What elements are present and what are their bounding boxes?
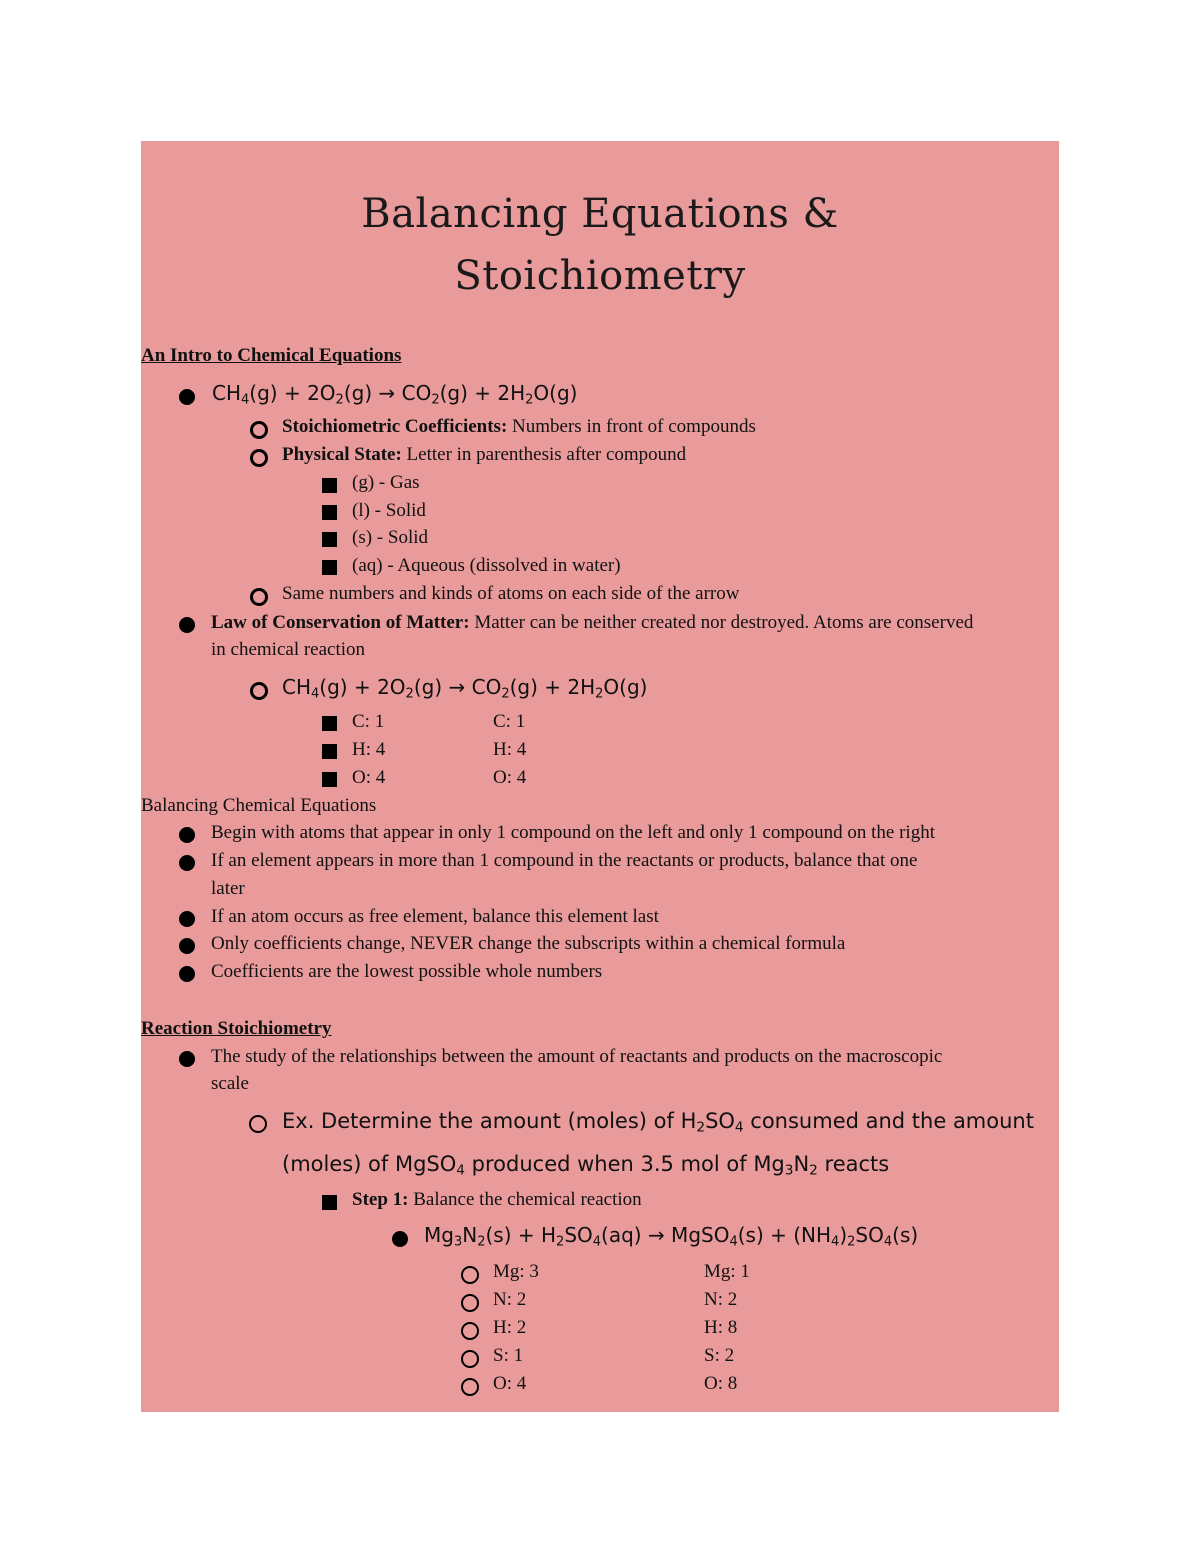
bullet-icon bbox=[179, 855, 195, 871]
product-count-s: S: 2 bbox=[704, 1345, 735, 1366]
square-bullet-icon bbox=[322, 560, 337, 575]
ring-bullet-icon bbox=[461, 1322, 479, 1340]
square-bullet-icon bbox=[322, 478, 337, 493]
bullet-icon bbox=[179, 938, 195, 954]
product-count-mg: Mg: 1 bbox=[704, 1261, 750, 1282]
rule-3: If an atom occurs as free element, balance this element last bbox=[211, 906, 659, 927]
count-right-c: C: 1 bbox=[493, 711, 526, 732]
equation-methane: $CH_4(g) + 2O_2(g) \to CO_2(g) + 2H_2O(g)$ bbox=[212, 381, 578, 408]
count-right-h: H: 4 bbox=[493, 739, 527, 760]
title-line-1: Balancing Equations & bbox=[361, 191, 839, 237]
square-bullet-icon bbox=[322, 1195, 337, 1210]
ring-bullet-icon bbox=[250, 421, 268, 439]
square-bullet-icon bbox=[322, 532, 337, 547]
note-page bbox=[141, 141, 1059, 1412]
title-line-2: Stoichiometry bbox=[454, 253, 746, 299]
bullet-icon bbox=[179, 911, 195, 927]
square-bullet-icon bbox=[322, 744, 337, 759]
state-solid: (s) - Solid bbox=[352, 527, 428, 548]
ring-bullet-icon bbox=[250, 588, 268, 606]
count-left-h: H: 4 bbox=[352, 739, 386, 760]
ring-bullet-icon bbox=[461, 1266, 479, 1284]
ring-bullet-icon bbox=[250, 682, 268, 700]
equation-methane-repeat: $CH_4(g) + 2O_2(g) \to CO_2(g) + 2H_2O(g)$ bbox=[282, 675, 648, 702]
example-line-2: (moles) of MgSO$_4$ produced when 3.5 mol of $Mg_3N_2$ reacts bbox=[282, 1152, 890, 1179]
count-right-o: O: 4 bbox=[493, 767, 527, 788]
bullet-icon bbox=[179, 966, 195, 982]
product-count-h: H: 8 bbox=[704, 1317, 738, 1338]
rule-1: Begin with atoms that appear in only 1 compound on the left and only 1 compound on the right bbox=[211, 822, 935, 843]
product-count-o: O: 8 bbox=[704, 1373, 738, 1394]
law-conservation: Law of Conservation of Matter: Matter can be neither created nor destroyed. Atoms are conserved bbox=[211, 612, 974, 633]
physical-state-note: Physical State: Letter in parenthesis after compound bbox=[282, 444, 687, 465]
state-gas: (g) - Gas bbox=[352, 472, 420, 493]
equation-magnesium-nitride: $Mg_3N_2(s) + H_2SO_4(aq)$ → MgSO$_4$(s) + $(NH_4)_2SO_4(s)$ bbox=[424, 1223, 919, 1250]
same-atoms-note: Same numbers and kinds of atoms on each side of the arrow bbox=[282, 583, 740, 604]
reactant-count-s: S: 1 bbox=[493, 1345, 524, 1366]
law-conservation-cont: in chemical reaction bbox=[211, 639, 366, 660]
reactant-count-h: H: 2 bbox=[493, 1317, 527, 1338]
section-heading-balancing: Balancing Chemical Equations bbox=[141, 795, 377, 816]
rule-4: Only coefficients change, NEVER change the subscripts within a chemical formula bbox=[211, 933, 846, 954]
state-liquid: (l) - Solid bbox=[352, 500, 426, 521]
bullet-icon bbox=[179, 617, 195, 633]
ring-bullet-icon bbox=[461, 1294, 479, 1312]
bullet-icon bbox=[179, 827, 195, 843]
coefficients-note: Stoichiometric Coefficients: Numbers in front of compounds bbox=[282, 416, 756, 437]
ring-bullet-icon bbox=[461, 1350, 479, 1368]
reactant-count-o: O: 4 bbox=[493, 1373, 527, 1394]
step-1: Step 1: Balance the chemical reaction bbox=[352, 1189, 642, 1210]
rule-2: If an element appears in more than 1 compound in the reactants or products, balance that one bbox=[211, 850, 918, 871]
bullet-icon bbox=[179, 1051, 195, 1067]
product-count-n: N: 2 bbox=[704, 1289, 738, 1310]
ring-bullet-icon bbox=[249, 1115, 267, 1133]
bullet-icon bbox=[179, 389, 195, 405]
count-left-c: C: 1 bbox=[352, 711, 385, 732]
study-definition-cont: scale bbox=[211, 1073, 249, 1094]
study-definition: The study of the relationships between the amount of reactants and products on the macroscopic bbox=[211, 1046, 943, 1067]
ring-bullet-icon bbox=[250, 449, 268, 467]
square-bullet-icon bbox=[322, 772, 337, 787]
section-heading-reaction: Reaction Stoichiometry bbox=[141, 1018, 332, 1039]
reactant-count-mg: Mg: 3 bbox=[493, 1261, 539, 1282]
rule-2-cont: later bbox=[211, 878, 245, 899]
example-line-1: Ex. Determine the amount (moles) of $H_2SO_4$ consumed and the amount bbox=[282, 1109, 1034, 1136]
count-left-o: O: 4 bbox=[352, 767, 386, 788]
reactant-count-n: N: 2 bbox=[493, 1289, 527, 1310]
square-bullet-icon bbox=[322, 716, 337, 731]
rule-5: Coefficients are the lowest possible whole numbers bbox=[211, 961, 603, 982]
square-bullet-icon bbox=[322, 505, 337, 520]
section-heading-intro: An Intro to Chemical Equations bbox=[141, 345, 402, 366]
ring-bullet-icon bbox=[461, 1378, 479, 1396]
bullet-icon bbox=[392, 1231, 408, 1247]
state-aqueous: (aq) - Aqueous (dissolved in water) bbox=[352, 555, 621, 576]
